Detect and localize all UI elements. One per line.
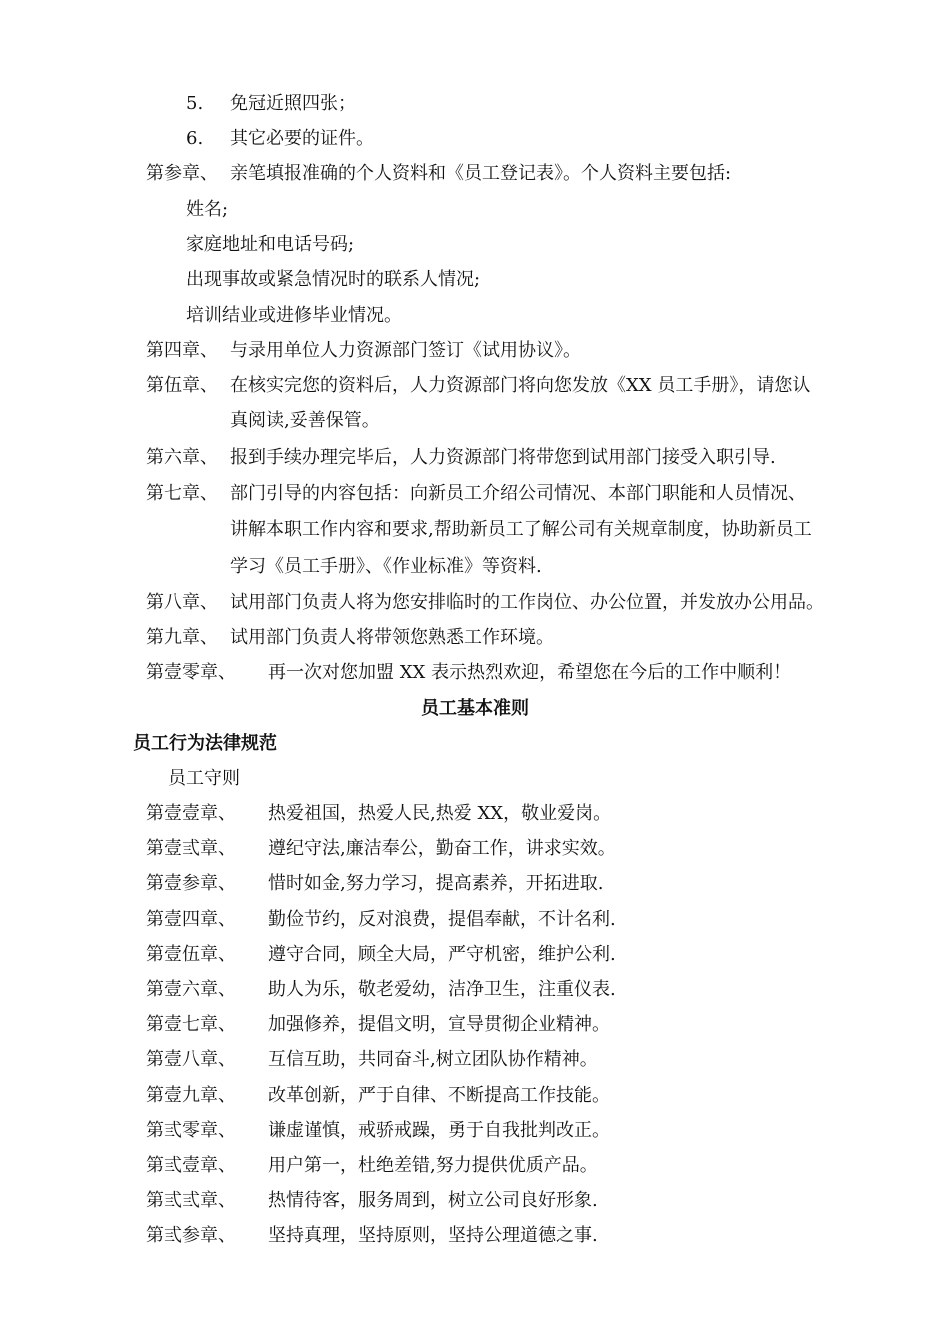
rule-text: 遵守合同，顾全大局，严守机密，维护公利. bbox=[268, 944, 616, 965]
personal-info-item: 姓名; bbox=[186, 199, 229, 220]
rule-label: 第壹弎章、 bbox=[146, 838, 236, 859]
rule-text: 谦虚谨慎，戒骄戒躁，勇于自我批判改正。 bbox=[268, 1120, 610, 1141]
rule-label: 第壹六章、 bbox=[146, 979, 236, 1000]
rule-label: 第弎零章、 bbox=[146, 1120, 236, 1141]
chapter-label: 第壹零章、 bbox=[146, 662, 236, 683]
chapter-label: 第四章、 bbox=[146, 340, 218, 361]
rule-label: 第弎弎章、 bbox=[146, 1190, 236, 1211]
rule-label: 第弎参章、 bbox=[146, 1225, 236, 1246]
rule-text: 坚持真理，坚持原则，坚持公理道德之事. bbox=[268, 1225, 598, 1246]
chapter-text: 在核实完您的资料后，人力资源部门将向您发放《XX 员工手册》，请您认 bbox=[230, 375, 811, 396]
chapter-text: 真阅读,妥善保管。 bbox=[230, 410, 380, 431]
rule-label: 第弎壹章、 bbox=[146, 1155, 236, 1176]
chapter-label: 第七章、 bbox=[146, 483, 218, 504]
rule-text: 改革创新，严于自律、不断提高工作技能。 bbox=[268, 1085, 610, 1106]
chapter-text: 再一次对您加盟 XX 表示热烈欢迎，希望您在今后的工作中顺利！ bbox=[268, 662, 792, 683]
chapter-text: 部门引导的内容包括：向新员工介绍公司情况、本部门职能和人员情况、 bbox=[230, 483, 806, 504]
chapter-text: 报到手续办理完毕后，人力资源部门将带您到试用部门接受入职引导. bbox=[230, 447, 776, 468]
rule-text: 热情待客，服务周到，树立公司良好形象. bbox=[268, 1190, 598, 1211]
rule-label: 第壹八章、 bbox=[146, 1049, 236, 1070]
personal-info-item: 培训结业或进修毕业情况。 bbox=[186, 305, 402, 326]
chapter-label: 第九章、 bbox=[146, 627, 218, 648]
personal-info-item: 出现事故或紧急情况时的联系人情况; bbox=[186, 269, 481, 290]
item-number: 6. bbox=[186, 128, 204, 149]
rule-label: 第壹伍章、 bbox=[146, 944, 236, 965]
sub-heading: 员工守则 bbox=[168, 768, 240, 789]
rule-label: 第壹壹章、 bbox=[146, 803, 236, 824]
rule-text: 遵纪守法,廉洁奉公，勤奋工作，讲求实效。 bbox=[268, 838, 616, 859]
rule-text: 互信互助，共同奋斗,树立团队协作精神。 bbox=[268, 1049, 598, 1070]
rule-label: 第壹七章、 bbox=[146, 1014, 236, 1035]
chapter-text: 讲解本职工作内容和要求,帮助新员工了解公司有关规章制度，协助新员工 bbox=[230, 519, 812, 540]
rule-text: 用户第一，杜绝差错,努力提供优质产品。 bbox=[268, 1155, 598, 1176]
chapter-text: 与录用单位人力资源部门签订《试用协议》。 bbox=[230, 340, 581, 361]
item-text: 其它必要的证件。 bbox=[230, 128, 374, 149]
rule-label: 第壹九章、 bbox=[146, 1085, 236, 1106]
rule-label: 第壹四章、 bbox=[146, 909, 236, 930]
chapter-label: 第八章、 bbox=[146, 592, 218, 613]
item-text: 免冠近照四张； bbox=[230, 93, 356, 114]
rule-label: 第壹参章、 bbox=[146, 873, 236, 894]
rule-text: 热爱祖国，热爱人民,热爱 XX，敬业爱岗。 bbox=[268, 803, 612, 824]
chapter-text: 试用部门负责人将为您安排临时的工作岗位、办公位置，并发放办公用品。 bbox=[230, 592, 824, 613]
personal-info-item: 家庭地址和电话号码; bbox=[186, 234, 355, 255]
chapter-text: 学习《员工手册》、《作业标准》等资料. bbox=[230, 556, 542, 577]
subsection-title: 员工行为法律规范 bbox=[133, 733, 277, 754]
rule-text: 助人为乐，敬老爱幼，洁净卫生，注重仪表. bbox=[268, 979, 616, 1000]
rule-text: 惜时如金,努力学习，提高素养，开拓进取. bbox=[268, 873, 604, 894]
chapter-label: 第六章、 bbox=[146, 447, 218, 468]
chapter-text: 试用部门负责人将带领您熟悉工作环境。 bbox=[230, 627, 554, 648]
chapter-text: 亲笔填报准确的个人资料和《员工登记表》。个人资料主要包括: bbox=[230, 163, 732, 184]
rule-text: 加强修养，提倡文明，宣导贯彻企业精神。 bbox=[268, 1014, 610, 1035]
chapter-label: 第参章、 bbox=[146, 163, 218, 184]
item-number: 5. bbox=[186, 93, 204, 114]
rule-text: 勤俭节约，反对浪费，提倡奉献，不计名利. bbox=[268, 909, 616, 930]
chapter-label: 第伍章、 bbox=[146, 375, 218, 396]
section-title: 员工基本准则 bbox=[421, 698, 529, 719]
